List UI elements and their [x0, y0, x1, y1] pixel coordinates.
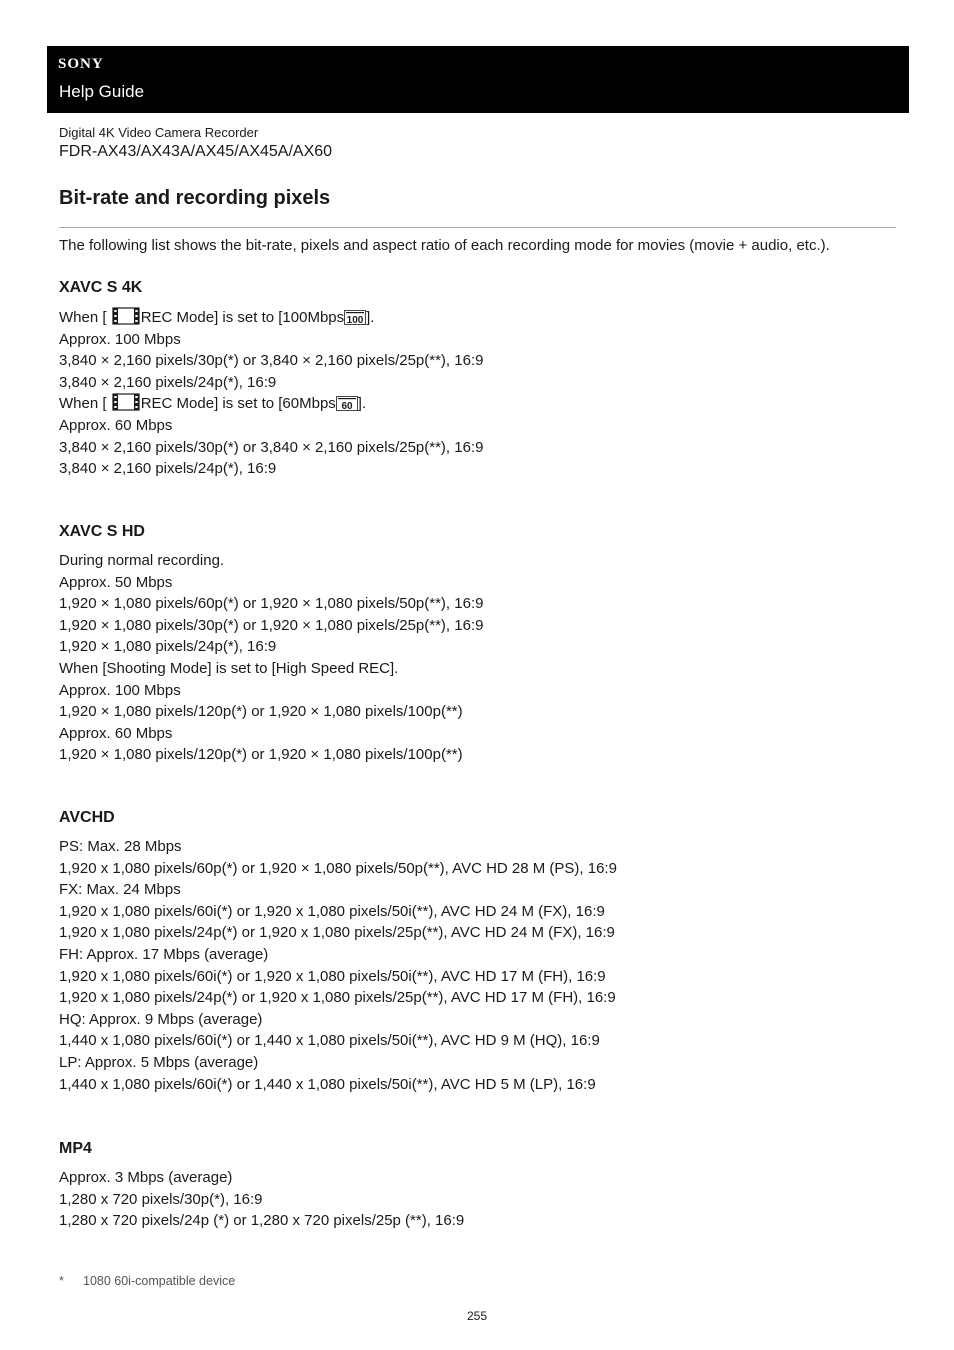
section-body-xavcshd: [59, 550, 483, 766]
line: Approx. 100 Mbps: [59, 681, 181, 699]
product-category: Digital 4K Video Camera Recorder: [59, 125, 259, 140]
bitrate-100-icon: [344, 310, 366, 325]
page-title: Bit-rate and recording pixels: [59, 187, 331, 209]
line: 1,920 × 1,080 pixels/24p(*), 16:9: [59, 638, 277, 656]
section-title-xavcshd: XAVC S HD: [59, 523, 145, 540]
line: 3,840 × 2,160 pixels/24p(*), 16:9: [59, 373, 277, 391]
footnote-mark: *: [59, 1274, 64, 1288]
title-divider: [59, 227, 896, 228]
line: 1,920 × 1,080 pixels/120p(*) or 1,920 × 1,080 pixels/100p(**): [59, 703, 463, 721]
line: LP: Approx. 5 Mbps (average): [59, 1053, 259, 1071]
line: 1,920 x 1,080 pixels/60i(*) or 1,920 x 1,080 pixels/50i(**), AVC HD 24 M (FX), 16:9: [59, 902, 605, 920]
rec-mode-100-line: When [ REC Mode] is set to [100Mbps 100 ].: [59, 309, 375, 326]
line: 1,920 × 1,080 pixels/30p(*) or 1,920 × 1,080 pixels/25p(**), 16:9: [59, 616, 484, 634]
line: PS: Max. 28 Mbps: [59, 838, 182, 855]
line: Approx. 60 Mbps: [59, 416, 173, 434]
movie-film-icon: [112, 393, 140, 411]
rec-mode-60-line: When [ REC Mode] is set to [60Mbps 60 ].: [59, 395, 367, 413]
line: 1,920 x 1,080 pixels/24p(*) or 1,920 x 1,080 pixels/25p(**), AVC HD 24 M (FX), 16:9: [59, 924, 615, 942]
line: 1,920 x 1,080 pixels/24p(*) or 1,920 x 1,080 pixels/25p(**), AVC HD 17 M (FH), 16:9: [59, 989, 616, 1007]
line: 1,440 x 1,080 pixels/60i(*) or 1,440 x 1,080 pixels/50i(**), AVC HD 5 M (LP), 16:9: [59, 1075, 596, 1093]
svg-text:60: 60: [341, 401, 353, 412]
line: 3,840 × 2,160 pixels/24p(*), 16:9: [59, 460, 277, 478]
svg-text:100: 100: [346, 314, 364, 325]
section-body-mp4: [59, 1167, 464, 1232]
intro-text: The following list shows the bit-rate, pixels and aspect ratio of each recording mode for movies (movie + audio, etc.).: [59, 237, 830, 254]
line: 1,920 x 1,080 pixels/60p(*) or 1,920 × 1,080 pixels/50p(**), AVC HD 28 M (PS), 16:9: [59, 859, 617, 877]
line: HQ: Approx. 9 Mbps (average): [59, 1010, 263, 1028]
line: 3,840 × 2,160 pixels/30p(*) or 3,840 × 2,160 pixels/25p(**), 16:9: [59, 352, 484, 370]
sony-logo: SONY: [58, 56, 104, 72]
line: 1,920 × 1,080 pixels/120p(*) or 1,920 × 1,080 pixels/100p(**): [59, 746, 463, 764]
footnote-text: 1080 60i-compatible device: [83, 1274, 236, 1288]
help-guide-label: Help Guide: [59, 82, 145, 101]
bitrate-60-icon: [336, 396, 358, 411]
product-models: FDR-AX43/AX43A/AX45/AX45A/AX60: [59, 143, 333, 160]
section-body-xavcs4k: [59, 307, 483, 480]
line: 1,280 x 720 pixels/24p (*) or 1,280 x 720 pixels/25p (**), 16:9: [59, 1212, 465, 1230]
line: 1,920 × 1,080 pixels/60p(*) or 1,920 × 1,080 pixels/50p(**), 16:9: [59, 595, 484, 613]
line: 1,280 x 720 pixels/30p(*), 16:9: [59, 1190, 263, 1208]
line: During normal recording.: [59, 552, 225, 569]
section-title-mp4: MP4: [59, 1140, 92, 1157]
section-title-avchd: AVCHD: [59, 809, 115, 826]
section-body-avchd: [59, 836, 617, 1095]
line: 1,440 x 1,080 pixels/60i(*) or 1,440 x 1,080 pixels/50i(**), AVC HD 9 M (HQ), 16:9: [59, 1032, 600, 1050]
line: 1,920 x 1,080 pixels/60i(*) or 1,920 x 1,080 pixels/50i(**), AVC HD 17 M (FH), 16:9: [59, 967, 606, 985]
header-bar: [47, 46, 909, 113]
line: FH: Approx. 17 Mbps (average): [59, 945, 269, 963]
footnote: [59, 1274, 235, 1288]
line: Approx. 100 Mbps: [59, 330, 181, 348]
line: FX: Max. 24 Mbps: [59, 881, 181, 899]
page-number: 255: [466, 1309, 488, 1323]
line: Approx. 50 Mbps: [59, 573, 173, 591]
movie-film-icon: [112, 307, 140, 325]
line: Approx. 3 Mbps (average): [59, 1169, 233, 1186]
line: When [Shooting Mode] is set to [High Speed REC].: [59, 659, 399, 677]
section-title-xavcs4k: XAVC S 4K: [59, 279, 143, 296]
line: Approx. 60 Mbps: [59, 724, 173, 742]
line: 3,840 × 2,160 pixels/30p(*) or 3,840 × 2,160 pixels/25p(**), 16:9: [59, 438, 484, 456]
